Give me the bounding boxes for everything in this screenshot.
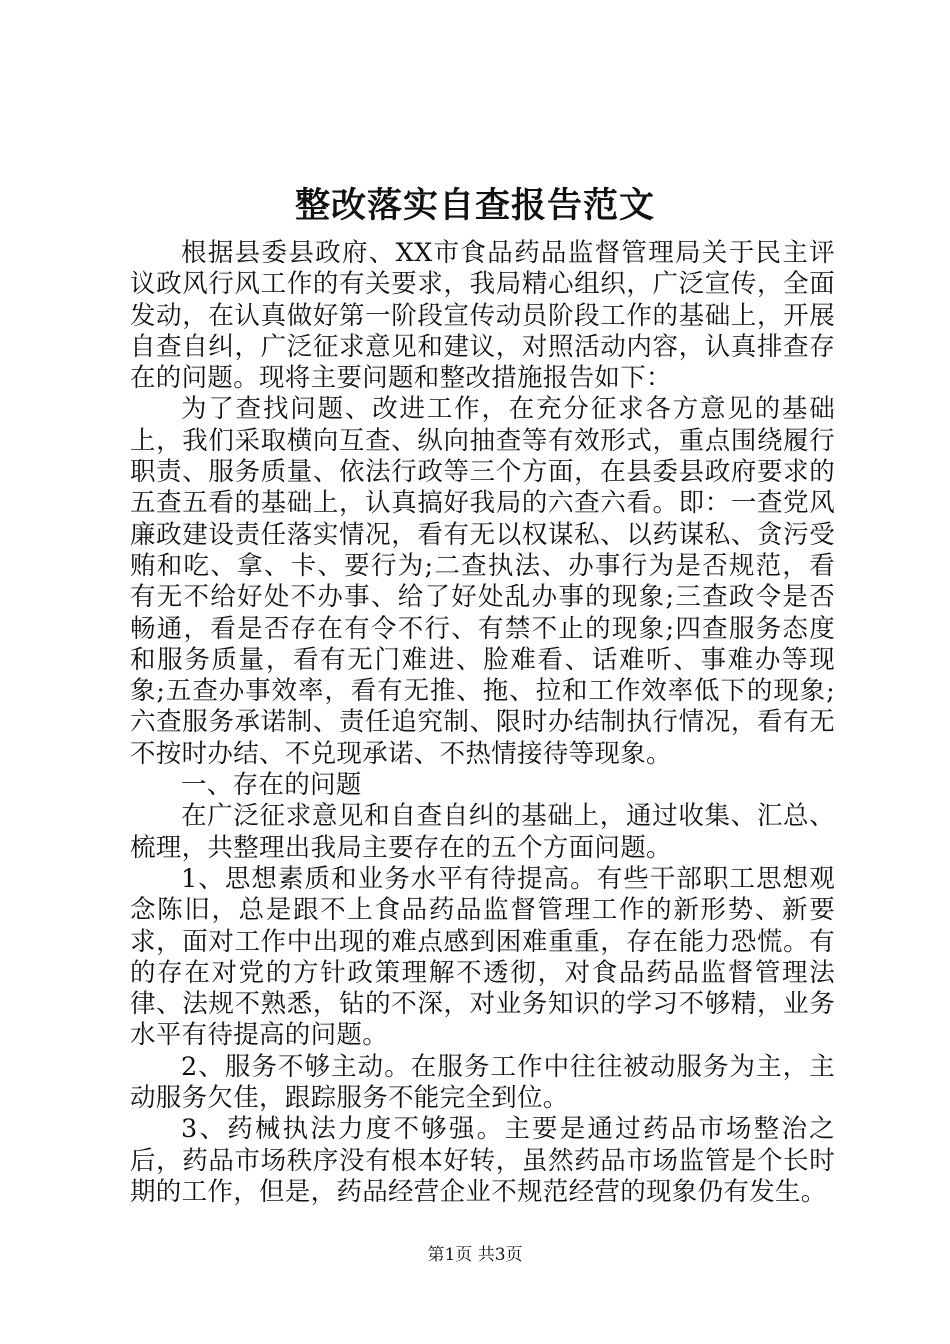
paragraph-intro: 根据县委县政府、XX市食品药品监督管理局关于民主评议政风行风工作的有关要求，我局精心组织，广泛宣传，全面发动，在认真做好第一阶段宣传动员阶段工作的基础上，开展自查自纠，广泛征求意见和建议，对照活动内容，认真排查存在的问题。现将主要问题和整改措施报告如下： [130, 238, 835, 394]
paragraph-problem-3: 3、药械执法力度不够强。主要是通过药品市场整治之后，药品市场秩序没有根本好转，虽然药品市场监管是个长时期的工作，但是，药品经营企业不规范经营的现象仍有发生。 [130, 1114, 835, 1207]
paragraph-problem-2: 2、服务不够主动。在服务工作中往往被动服务为主，主动服务欠佳，跟踪服务不能完全到位。 [130, 1051, 835, 1114]
page-number-footer: 第1页 共3页 [427, 1245, 523, 1265]
document-title: 整改落实自查报告范文 [294, 185, 655, 226]
paragraph-six-checks: 为了查找问题、改进工作，在充分征求各方意见的基础上，我们采取横向互查、纵向抽查等有效形式，重点围绕履行职责、服务质量、依法行政等三个方面，在县委县政府要求的五查五看的基础上，认真搞好我局的六查六看。即：一查党风廉政建设责任落实情况，看有无以权谋私、以药谋私、贪污受贿和吃、拿、卡、要行为;二查执法、办事行为是否规范，看有无不给好处不办事、给了好处乱办事的现象;三查政令是否畅通，看是否存在有令不行、有禁不止的现象;四查服务态度和服务质量，看有无门难进、脸难看、话难听、事难办等现象;五查办事效率，看有无推、拖、拉和工作效率低下的现象;六查服务承诺制、责任追究制、限时办结制执行情况，看有无不按时办结、不兑现承诺、不热情接待等现象。 [130, 394, 835, 769]
paragraph-problems-summary: 在广泛征求意见和自查自纠的基础上，通过收集、汇总、梳理，共整理出我局主要存在的五个方面问题。 [130, 801, 835, 863]
section-heading-problems: 一、存在的问题 [181, 770, 362, 801]
paragraph-problem-1: 1、思想素质和业务水平有待提高。有些干部职工思想观念陈旧，总是跟不上食品药品监督管理工作的新形势、新要求，面对工作中出现的难点感到困难重重，存在能力恐慌。有的存在对党的方针政策理解不透彻，对食品药品监督管理法律、法规不熟悉，钻的不深，对业务知识的学习不够精，业务水平有待提高的问题。 [130, 863, 835, 1051]
document-body [130, 238, 835, 1208]
